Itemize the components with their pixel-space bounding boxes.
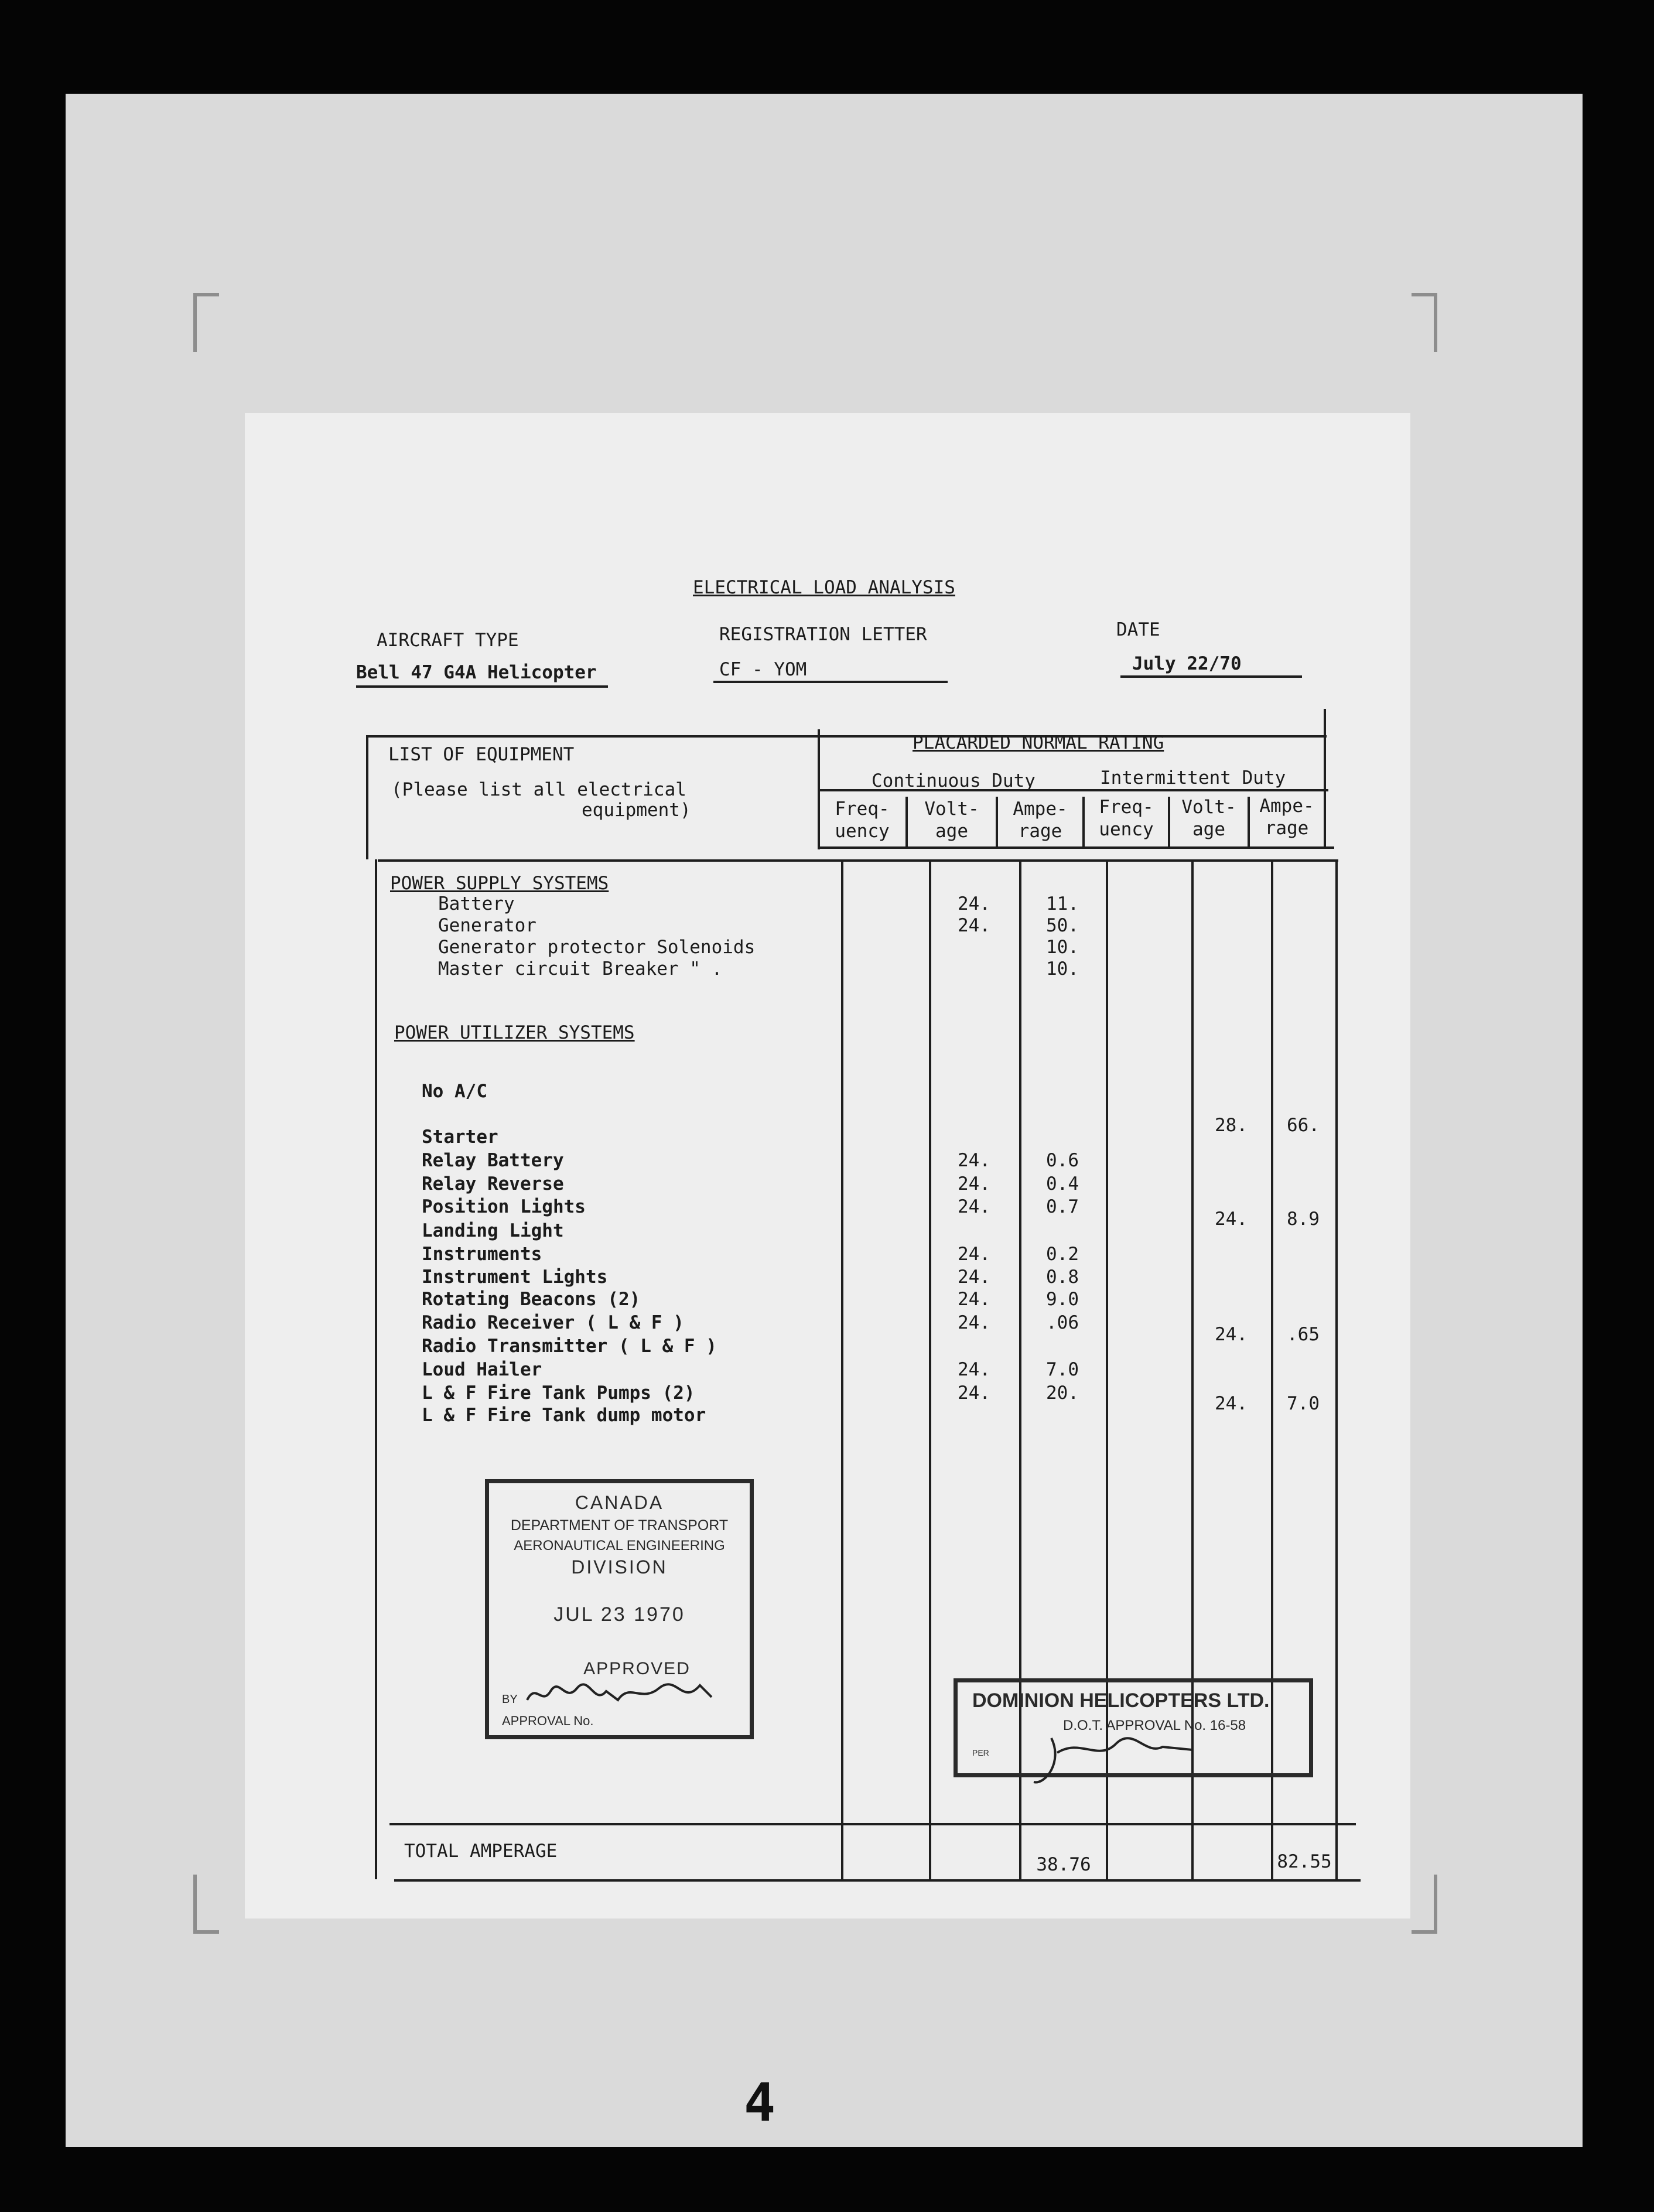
utilizer-item-cont-voltage: 24. <box>958 1267 990 1288</box>
supply-item-name: Generator protector Solenoids <box>438 937 756 958</box>
aircraft-type-value: Bell 47 G4A Helicopter <box>356 662 597 683</box>
section-power-utilizer: POWER UTILIZER SYSTEMS <box>394 1022 635 1043</box>
int-freq-header-1: Freq- <box>1099 797 1154 818</box>
total-continuous-amperage: 38.76 <box>1036 1854 1091 1875</box>
aircraft-type-label: AIRCRAFT TYPE <box>377 630 519 651</box>
utilizer-item-cont-amperage: 0.2 <box>1046 1244 1079 1265</box>
registration-value: CF - YOM <box>719 659 807 680</box>
utilizer-item-name: Landing Light <box>422 1220 564 1241</box>
crop-mark-top-right <box>1412 293 1437 352</box>
company-signature-icon <box>1028 1726 1204 1791</box>
cont-amp-header-2: rage <box>1018 821 1062 842</box>
cont-freq-header-2: uency <box>835 821 890 842</box>
utilizer-item-name: L & F Fire Tank Pumps (2) <box>422 1383 695 1404</box>
intermittent-duty-header: Intermittent Duty <box>1100 767 1286 788</box>
equipment-note-line1: (Please list all electrical <box>391 779 686 800</box>
date-value: July 22/70 <box>1132 653 1242 674</box>
page-number: 4 <box>744 2072 776 2134</box>
utilizer-item-cont-voltage: 24. <box>958 1244 990 1265</box>
utilizer-item-name: Radio Transmitter ( L & F ) <box>422 1336 717 1357</box>
utilizer-item-int-voltage: 24. <box>1215 1324 1248 1345</box>
stamp-approval-no-label: APPROVAL No. <box>502 1713 594 1728</box>
stamp-division: DIVISION <box>571 1556 668 1578</box>
int-volt-header-2: age <box>1192 819 1225 840</box>
utilizer-item-int-amperage: .65 <box>1287 1324 1320 1345</box>
utilizer-item-cont-voltage: 24. <box>958 1150 990 1171</box>
crop-mark-bottom-right <box>1412 1875 1437 1934</box>
registration-underline <box>713 681 948 683</box>
company-approval-stamp <box>954 1678 1313 1777</box>
utilizer-item-name: Starter <box>422 1127 498 1148</box>
utilizer-item-cont-amperage: 9.0 <box>1046 1289 1079 1310</box>
stamp-date: JUL 23 1970 <box>553 1603 685 1626</box>
utilizer-item-int-amperage: 66. <box>1287 1115 1320 1136</box>
utilizer-item-name: Instrument Lights <box>422 1267 608 1288</box>
equipment-column-divider <box>841 859 843 1879</box>
utilizer-item-cont-amperage: 0.6 <box>1046 1150 1079 1171</box>
cont-volt-header-1: Volt- <box>924 798 979 820</box>
supply-item-name: Generator <box>438 915 536 936</box>
utilizer-item-cont-voltage: 24. <box>958 1173 990 1194</box>
utilizer-item-cont-amperage: 0.8 <box>1046 1267 1079 1288</box>
supply-item-name: Master circuit Breaker " . <box>438 958 723 979</box>
equipment-note-line2: equipment) <box>582 800 691 821</box>
utilizer-item-name: Relay Reverse <box>422 1173 564 1194</box>
int-amp-header-2: rage <box>1265 818 1309 839</box>
supply-item-cont-amperage: 10. <box>1046 937 1079 958</box>
equipment-header: LIST OF EQUIPMENT <box>388 744 575 765</box>
aircraft-type-underline <box>356 685 608 688</box>
utilizer-item-int-amperage: 8.9 <box>1287 1209 1320 1230</box>
stamp-department: DEPARTMENT OF TRANSPORT <box>510 1517 729 1534</box>
table-top-border <box>366 735 1327 738</box>
placarded-rating-header: PLACARDED NORMAL RATING <box>913 732 1164 753</box>
registration-label: REGISTRATION LETTER <box>719 624 927 645</box>
supply-item-name: Battery <box>438 893 515 914</box>
utilizer-item-cont-voltage: 24. <box>958 1196 990 1217</box>
supply-item-cont-voltage: 24. <box>958 915 990 936</box>
int-freq-header-2: uency <box>1099 819 1154 840</box>
table-bottom-border <box>394 1879 1361 1882</box>
company-dot-approval: D.O.T. APPROVAL No. 16-58 <box>1063 1718 1246 1733</box>
utilizer-item-name: L & F Fire Tank dump motor <box>422 1405 706 1426</box>
table-left-border <box>375 859 377 1879</box>
dot-signature-icon <box>524 1677 729 1712</box>
supply-item-cont-amperage: 10. <box>1046 958 1079 979</box>
utilizer-item-int-voltage: 24. <box>1215 1393 1248 1414</box>
int-volt-header-1: Volt- <box>1181 797 1236 818</box>
supply-item-cont-amperage: 11. <box>1046 893 1079 914</box>
utilizer-item-int-voltage: 28. <box>1215 1115 1248 1136</box>
cont-amp-header-1: Ampe- <box>1013 798 1068 820</box>
utilizer-item-cont-amperage: 0.7 <box>1046 1196 1079 1217</box>
utilizer-item-name: Radio Receiver ( L & F ) <box>422 1312 684 1333</box>
crop-mark-top-left <box>193 293 219 352</box>
utilizer-item-name: Rotating Beacons (2) <box>422 1289 641 1310</box>
utilizer-item-cont-voltage: 24. <box>958 1289 990 1310</box>
column-header-line <box>819 846 1334 849</box>
utilizer-item-name: Relay Battery <box>422 1150 564 1171</box>
date-label: DATE <box>1116 619 1160 640</box>
supply-item-cont-amperage: 50. <box>1046 915 1079 936</box>
sub-no-ac: No A/C <box>422 1081 487 1102</box>
company-name: DOMINION HELICOPTERS LTD. <box>972 1689 1270 1712</box>
dot-approval-stamp <box>485 1479 754 1739</box>
supply-item-cont-voltage: 24. <box>958 893 990 914</box>
utilizer-item-int-voltage: 24. <box>1215 1209 1248 1230</box>
utilizer-item-cont-voltage: 24. <box>958 1359 990 1380</box>
total-amperage-label: TOTAL AMPERAGE <box>404 1841 558 1862</box>
crop-mark-bottom-left <box>193 1875 219 1934</box>
table-left-border-header <box>366 735 368 859</box>
stamp-branch: AERONAUTICAL ENGINEERING <box>514 1538 725 1554</box>
utilizer-item-name: Instruments <box>422 1244 542 1265</box>
utilizer-item-cont-voltage: 24. <box>958 1383 990 1404</box>
utilizer-item-cont-amperage: 7.0 <box>1046 1359 1079 1380</box>
cont-volt-header-2: age <box>935 821 968 842</box>
table-right-border <box>1335 859 1338 1879</box>
utilizer-item-cont-amperage: 0.4 <box>1046 1173 1079 1194</box>
total-row-top-border <box>389 1823 1356 1825</box>
stamp-country: CANADA <box>575 1492 664 1513</box>
int-amp-header-1: Ampe- <box>1259 796 1314 817</box>
stamp-approved: APPROVED <box>583 1659 691 1678</box>
utilizer-item-cont-voltage: 24. <box>958 1312 990 1333</box>
date-underline <box>1120 675 1302 678</box>
cont-freq-header-1: Freq- <box>835 798 890 820</box>
continuous-duty-header: Continuous Duty <box>872 770 1036 791</box>
document-page <box>245 413 1410 1919</box>
utilizer-item-name: Position Lights <box>422 1196 586 1217</box>
document-title: ELECTRICAL LOAD ANALYSIS <box>693 577 955 598</box>
stamp-by-label: BY <box>502 1693 518 1706</box>
total-intermittent-amperage: 82.55 <box>1277 1851 1332 1872</box>
company-per-label: PER <box>972 1748 989 1757</box>
table-right-border-header <box>1324 709 1326 846</box>
utilizer-item-name: Loud Hailer <box>422 1359 542 1380</box>
utilizer-item-cont-amperage: .06 <box>1046 1312 1079 1333</box>
utilizer-item-int-amperage: 7.0 <box>1287 1393 1320 1414</box>
utilizer-item-cont-amperage: 20. <box>1046 1383 1079 1404</box>
table-header-bottom-border <box>378 859 1338 862</box>
section-power-supply: POWER SUPPLY SYSTEMS <box>390 873 609 894</box>
